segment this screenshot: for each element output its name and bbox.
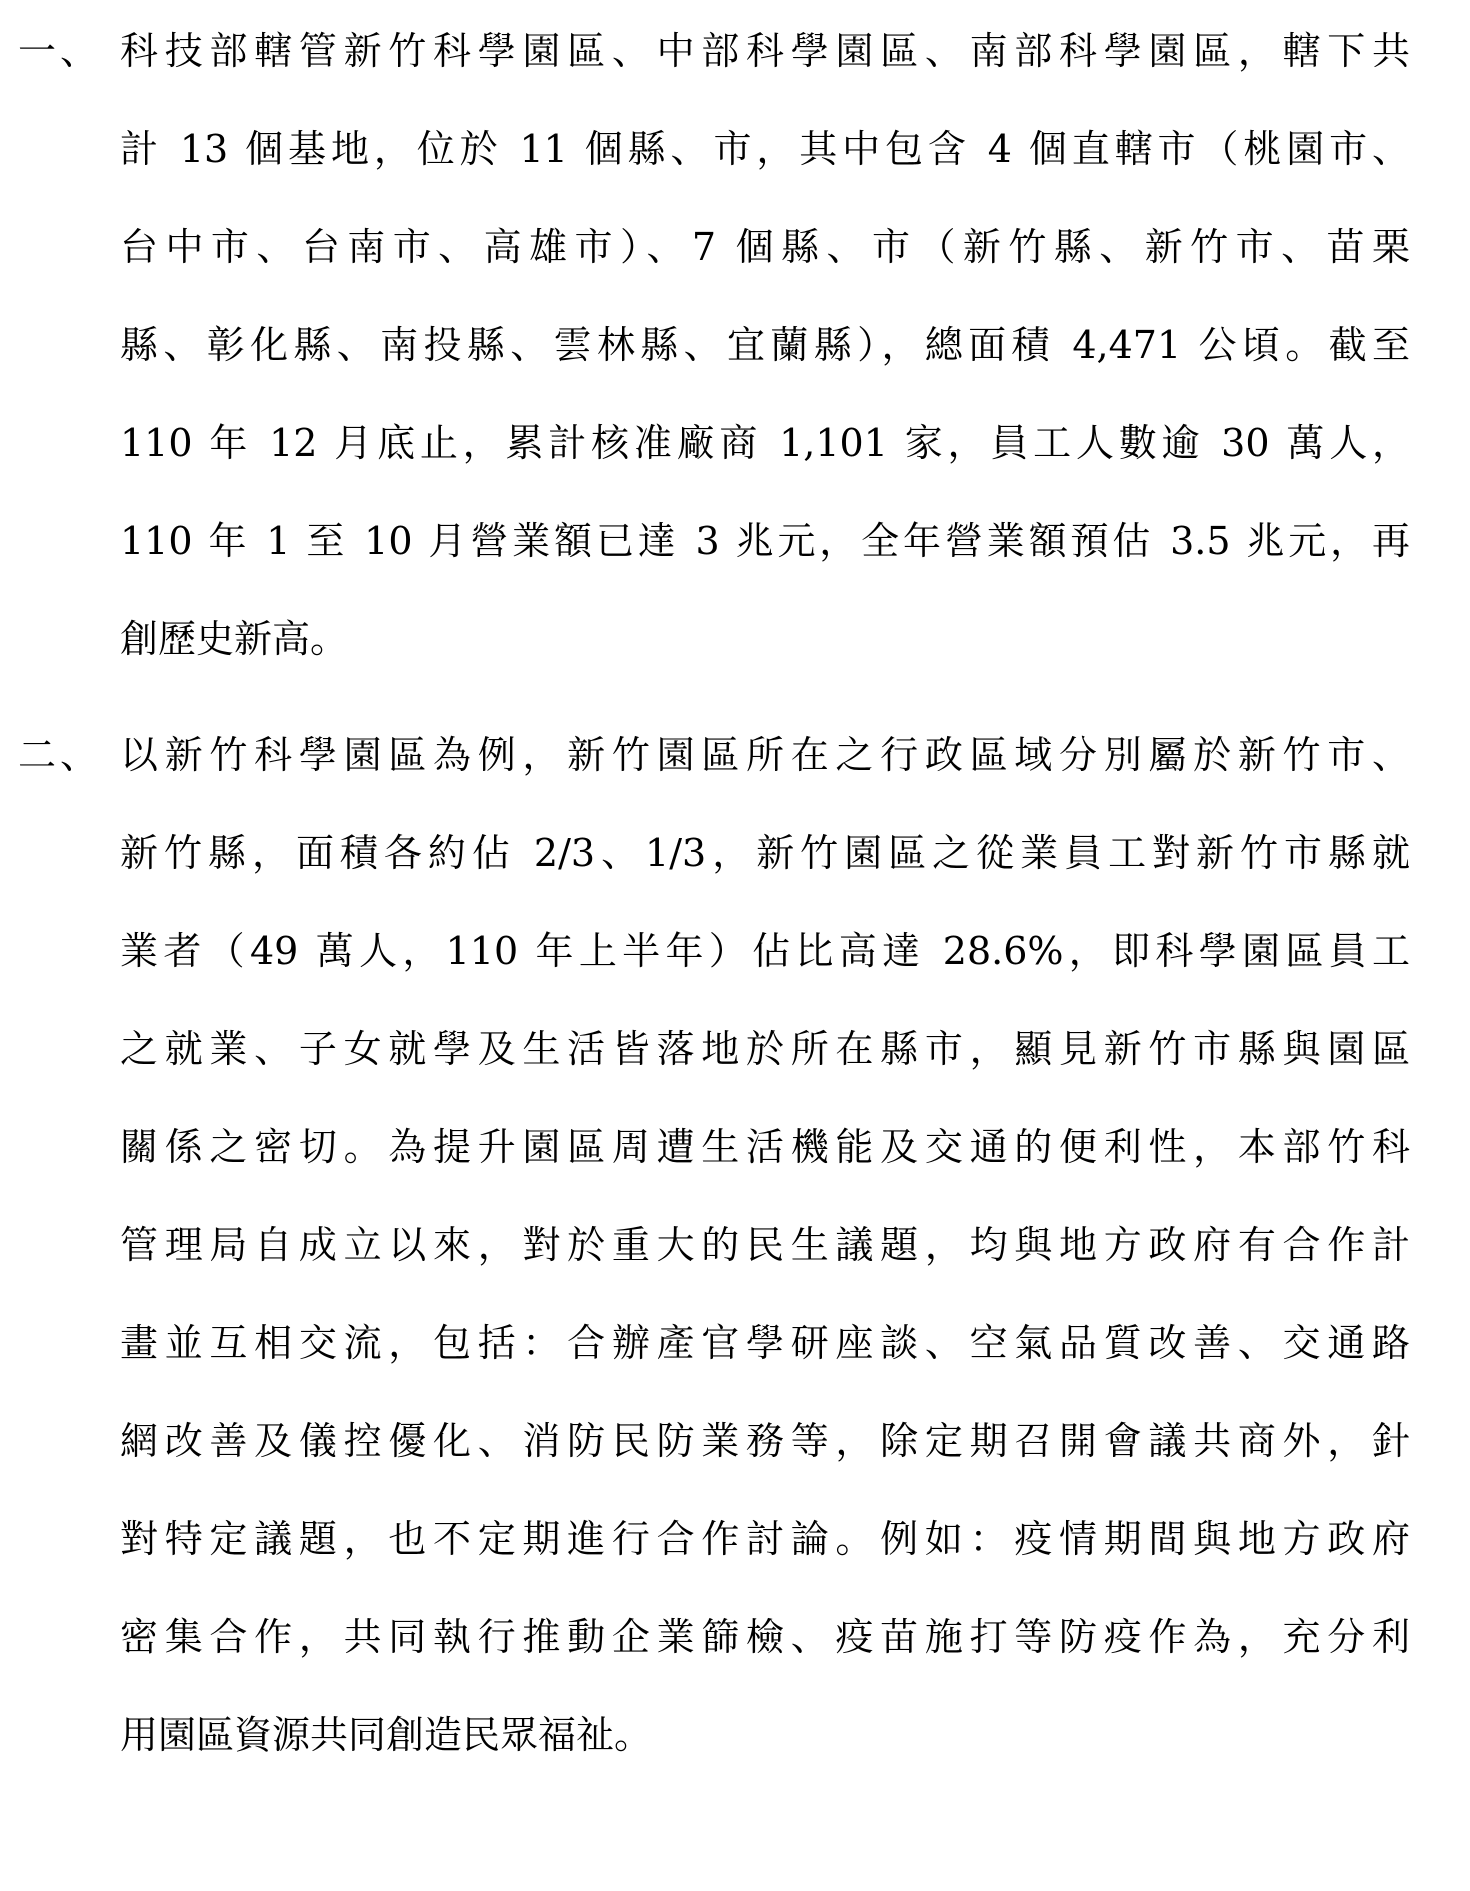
paragraph-line: 管理局自成立以來，對於重大的民生議題，均與地方政府有合作計	[120, 1223, 1410, 1267]
paragraph-line: 畫並互相交流，包括：合辦產官學研座談、空氣品質改善、交通路	[120, 1321, 1410, 1365]
paragraph-line: 對特定議題，也不定期進行合作討論。例如：疫情期間與地方政府	[120, 1517, 1410, 1561]
paragraph-line: 計 13 個基地，位於 11 個縣、市，其中包含 4 個直轄市（桃園市、	[120, 127, 1410, 171]
paragraph-line: 科技部轄管新竹科學園區、中部科學園區、南部科學園區，轄下共	[120, 29, 1410, 73]
item-marker: 一、	[18, 29, 103, 73]
paragraph-line: 以新竹科學園區為例，新竹園區所在之行政區域分別屬於新竹市、	[120, 733, 1410, 777]
item-paragraph	[120, 706, 1410, 1784]
paragraph-line: 關係之密切。為提升園區周遭生活機能及交通的便利性，本部竹科	[120, 1125, 1410, 1169]
paragraph-line: 之就業、子女就學及生活皆落地於所在縣市，顯見新竹市縣與園區	[120, 1027, 1410, 1071]
paragraph-line: 網改善及儀控優化、消防民防業務等，除定期召開會議共商外，針	[120, 1419, 1410, 1463]
paragraph-line: 新竹縣，面積各約佔 2/3、1/3，新竹園區之從業員工對新竹市縣就	[120, 831, 1410, 875]
paragraph-line: 密集合作，共同執行推動企業篩檢、疫苗施打等防疫作為，充分利	[120, 1615, 1410, 1659]
paragraph-line: 創歷史新高。	[120, 617, 349, 661]
paragraph-line: 縣、彰化縣、南投縣、雲林縣、宜蘭縣），總面積 4,471 公頃。截至	[120, 323, 1410, 367]
paragraph-line: 業者（49 萬人，110 年上半年）佔比高達 28.6%，即科學園區員工	[120, 929, 1410, 973]
paragraph-line: 110 年 12 月底止，累計核准廠商 1,101 家，員工人數逾 30 萬人，	[120, 421, 1410, 465]
paragraph-line: 用園區資源共同創造民眾福祉。	[120, 1713, 653, 1757]
paragraph-line: 110 年 1 至 10 月營業額已達 3 兆元，全年營業額預估 3.5 兆元，再	[120, 519, 1410, 563]
paragraph-line: 台中市、台南市、高雄市）、7 個縣、市（新竹縣、新竹市、苗栗	[120, 225, 1410, 269]
item-paragraph	[120, 2, 1410, 688]
item-marker: 二、	[18, 733, 103, 777]
